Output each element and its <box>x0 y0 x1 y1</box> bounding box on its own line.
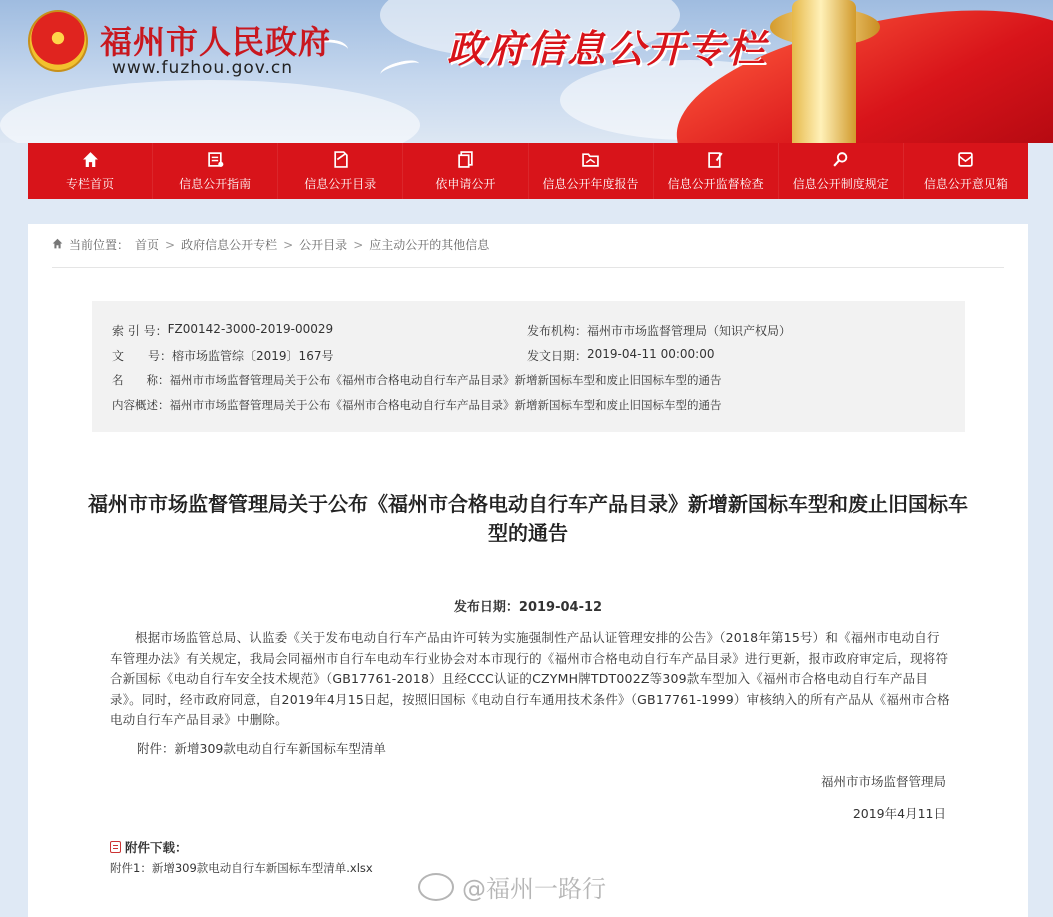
nav-item-label: 信息公开指南 <box>179 176 252 191</box>
mailbox-icon <box>957 151 975 169</box>
meta-docno <box>112 347 333 364</box>
article-title: 福州市市场监督管理局关于公布《福州市合格电动自行车产品目录》新增新国标车型和废止旧国标车型的通告 <box>88 492 968 545</box>
download-section-title <box>110 838 188 856</box>
meta-label: 发文日期： <box>527 349 588 363</box>
catalog-icon <box>331 151 349 169</box>
meta-name <box>112 372 722 388</box>
nav-item-label: 信息公开制度规定 <box>792 176 889 191</box>
download-file-link[interactable]: 附件1：新增309款电动自行车新国标车型清单.xlsx <box>110 861 373 875</box>
breadcrumb-link-home[interactable]: 首页 <box>135 238 160 252</box>
meta-value: 榕市场监管综〔2019〕167号 <box>172 349 334 363</box>
home-icon <box>81 151 99 169</box>
inspect-icon <box>707 151 725 169</box>
huabiao-pillar-decoration <box>792 0 856 143</box>
main-nav <box>28 143 1028 199</box>
cloud-decoration <box>0 80 420 143</box>
column-title: 政府信息公开专栏 <box>447 27 768 71</box>
signature-org: 福州市市场监督管理局 <box>820 774 946 789</box>
attachment-note: 附件：新增309款电动自行车新国标车型清单 <box>137 741 386 756</box>
meta-label: 发布机构： <box>527 324 588 338</box>
chevron-right-icon: > <box>283 237 294 252</box>
breadcrumb-link-current[interactable]: 应主动公开的其他信息 <box>369 238 490 252</box>
article-body: 根据市场监管总局、认监委《关于发布电动自行车产品由许可转为实施强制性产品认证管理安排的公告》（2018年第15号）和《福州市电动自行车管理办法》有关规定，我局会同福州市自行车电动车行业协会对本市现行的《福州市合格电动自行车产品目录》进行更新，报市政府审定后，现将符合新国标《电动自行车安全技术规范》（GB17761-2018）且经CCC认证的CZYMH牌TDT002Z等309款车型加入《福州市合格电动自行车产品目录》。同时，经市政府同意，自2019年4月15日起，按照旧国标《电动自行车通用技术条件》（GB17761-1999）审核纳入的所有产品从《福州市合格电动自行车产品目录》中删除。 <box>110 630 950 727</box>
meta-label: 文 号： <box>112 349 173 363</box>
document-meta-box <box>92 301 965 432</box>
breadcrumb-link-catalog[interactable]: 公开目录 <box>299 238 348 252</box>
nav-item-label: 依申请公开 <box>435 176 496 191</box>
document-icon <box>456 151 474 169</box>
content-panel <box>28 224 1028 917</box>
divider <box>52 267 1004 268</box>
header-banner <box>0 0 1053 143</box>
site-name[interactable]: 福州市人民政府 <box>100 23 332 61</box>
nav-item-catalog[interactable] <box>278 143 403 199</box>
nav-item-label: 专栏首页 <box>66 176 115 191</box>
meta-value: FZ00142-3000-2019-00029 <box>167 322 334 336</box>
nav-item-label: 信息公开监督检查 <box>667 176 764 191</box>
chevron-right-icon: > <box>353 237 364 252</box>
folder-icon <box>582 151 600 169</box>
chevron-right-icon: > <box>165 237 176 252</box>
attachment-icon <box>110 841 121 853</box>
meta-value: 2019-04-11 00:00:00 <box>587 347 715 361</box>
nav-item-annual-report[interactable] <box>529 143 654 199</box>
home-icon <box>52 238 63 252</box>
meta-index <box>112 322 333 339</box>
nav-item-home[interactable] <box>28 143 153 199</box>
meta-label: 内容概述： <box>112 398 170 412</box>
nav-item-label: 信息公开年度报告 <box>542 176 639 191</box>
publish-date: 发布日期：2019-04-12 <box>453 600 603 615</box>
site-url[interactable]: www.fuzhou.gov.cn <box>112 58 294 78</box>
nav-item-label: 信息公开目录 <box>304 176 377 191</box>
meta-value: 福州市市场监督管理局关于公布《福州市合格电动自行车产品目录》新增新国标车型和废止旧国标车型的通告 <box>169 398 722 412</box>
signature-date: 2019年4月11日 <box>852 806 946 821</box>
nav-item-feedback[interactable] <box>904 143 1028 199</box>
dove-icon <box>379 57 421 81</box>
download-title-label: 附件下载： <box>125 840 188 855</box>
meta-label: 索 引 号： <box>112 324 168 338</box>
meta-org <box>527 322 791 339</box>
breadcrumb <box>52 236 489 253</box>
weibo-watermark <box>418 869 606 904</box>
nav-item-label: 信息公开意见箱 <box>923 176 1008 191</box>
meta-summary <box>112 397 722 413</box>
search-icon <box>832 151 850 169</box>
breadcrumb-prefix: 当前位置： <box>69 238 130 252</box>
meta-label: 名 称： <box>112 373 170 387</box>
watermark-text: @福州一路行 <box>462 875 606 903</box>
meta-value: 福州市市场监督管理局（知识产权局） <box>587 324 792 338</box>
meta-value: 福州市市场监督管理局关于公布《福州市合格电动自行车产品目录》新增新国标车型和废止旧国标车型的通告 <box>169 373 722 387</box>
nav-item-inspection[interactable] <box>654 143 779 199</box>
guide-icon <box>206 151 224 169</box>
nav-item-apply[interactable] <box>403 143 528 199</box>
nav-item-guide[interactable] <box>153 143 278 199</box>
national-emblem-logo <box>28 10 88 72</box>
nav-item-regulations[interactable] <box>779 143 904 199</box>
weibo-logo-icon <box>418 873 454 901</box>
meta-issue-date <box>527 347 714 364</box>
breadcrumb-link-column[interactable]: 政府信息公开专栏 <box>181 238 278 252</box>
